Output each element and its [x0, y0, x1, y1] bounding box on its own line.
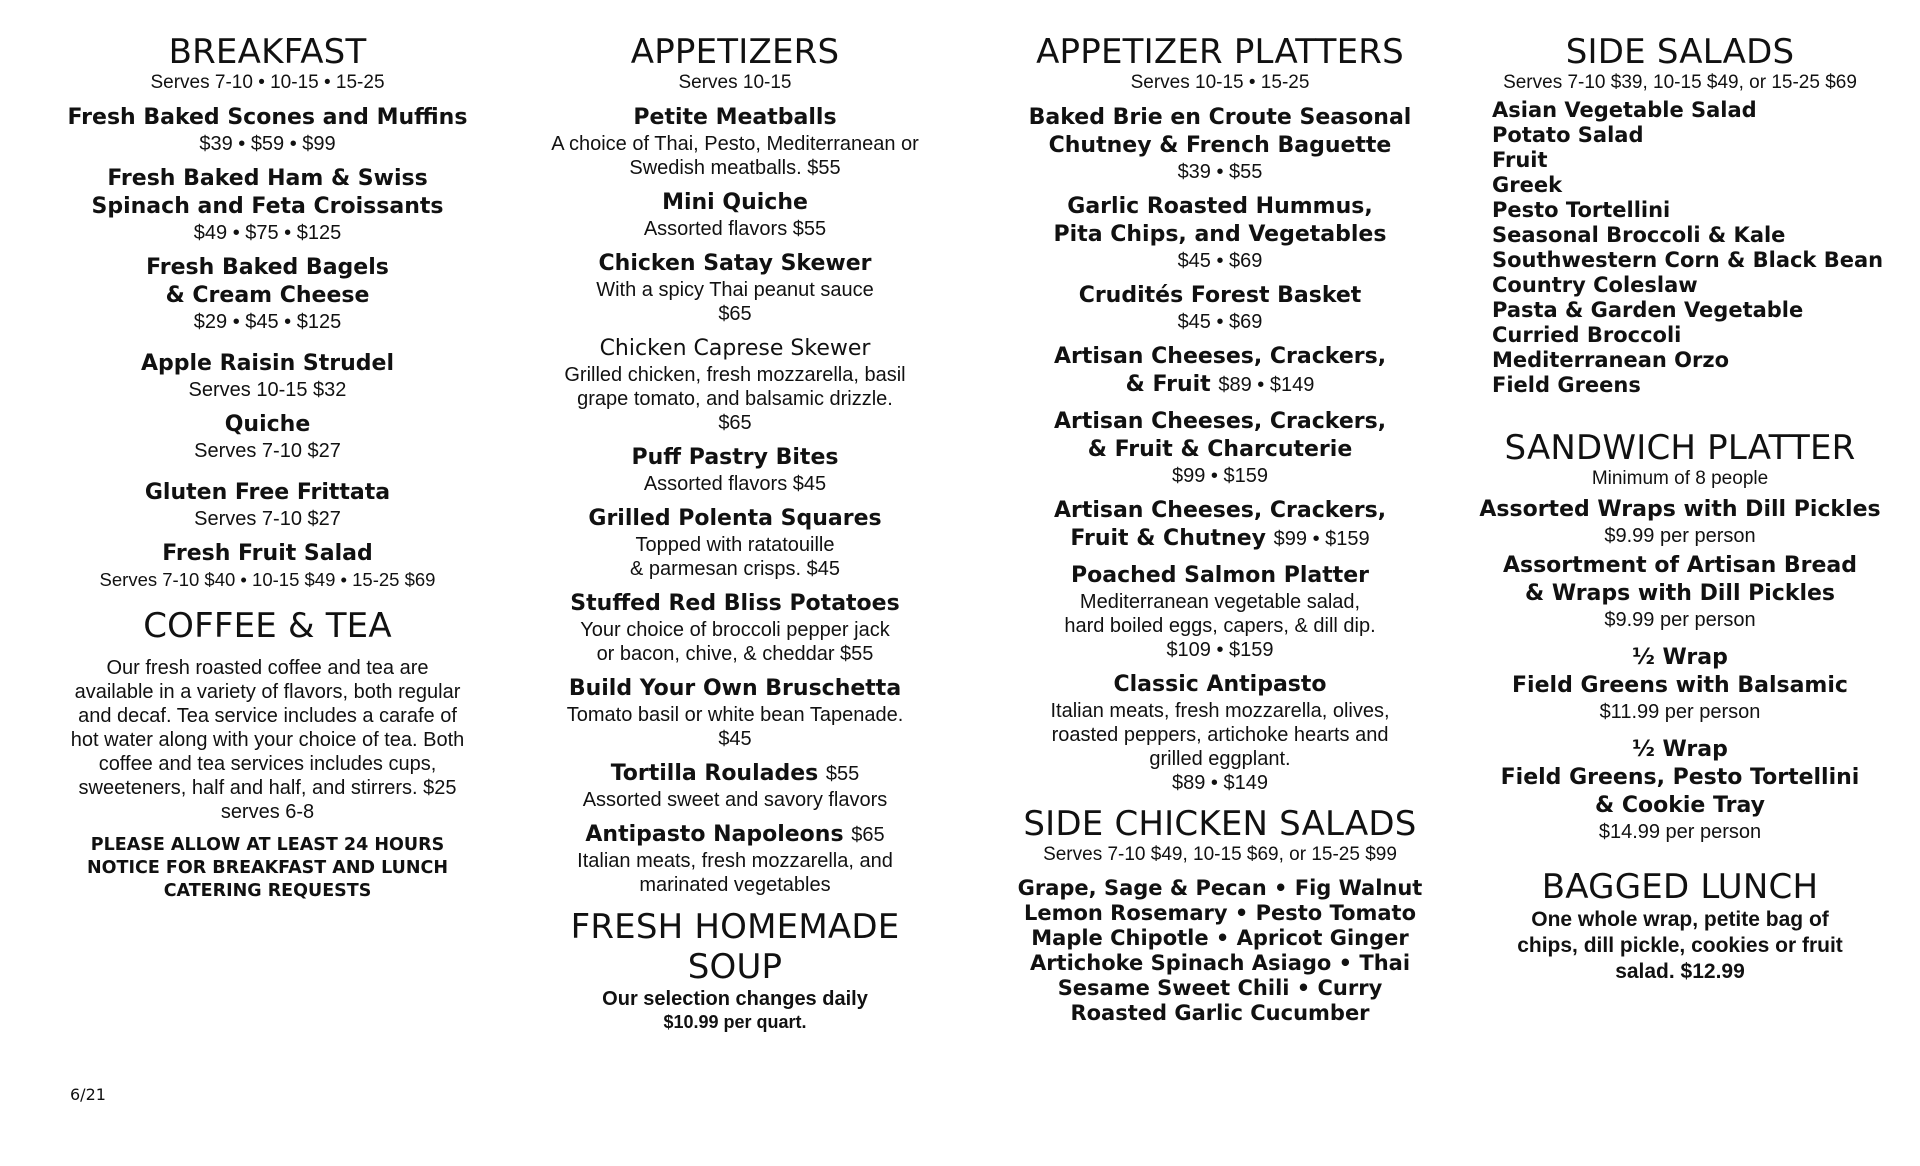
item-price: $55	[825, 763, 860, 785]
menu-item	[1470, 644, 1890, 724]
item-name: Build Your Own Bruschetta	[568, 676, 902, 701]
item-description: Italian meats, fresh mozzarella, and marinated vegetables	[577, 850, 893, 896]
list-item: Pesto Tortellini	[1492, 198, 1671, 222]
item-name: Garlic Roasted Hummus, Pita Chips, and Vegetables	[1053, 194, 1387, 247]
menu-item	[60, 104, 475, 156]
appetizers-serves: Serves 10-15	[678, 72, 792, 93]
item-price: Serves 7-10 $40 • 10-15 $49 • 15-25 $69	[99, 569, 436, 590]
menu-item	[1005, 671, 1435, 795]
item-name: Chicken Caprese Skewer	[599, 336, 871, 361]
item-price: $99 • $159	[1172, 465, 1268, 487]
column-salads-sandwiches	[1470, 32, 1890, 985]
menu-item	[60, 479, 475, 531]
item-price: $89 • $149	[1218, 374, 1315, 396]
item-name: & Fruit	[1125, 372, 1211, 397]
side-salads-title: SIDE SALADS	[1565, 32, 1795, 72]
item-name: ½ Wrap Field Greens with Balsamic	[1512, 645, 1848, 698]
column-platters	[1005, 32, 1435, 1026]
soup-title-line2: SOUP	[687, 947, 783, 987]
menu-item	[60, 540, 475, 592]
soup-price: $10.99 per quart.	[663, 1012, 807, 1032]
sandwich-serves: Minimum of 8 people	[1591, 468, 1769, 489]
coffee-tea-description: Our fresh roasted coffee and tea are available in a variety of flavors, both regular and decaf. Tea service includes a carafe of hot water along with your choice of tea. Both coffee and tea services includes cups, sweeteners, half and half, and stirrers. $25 serves 6-8	[70, 657, 465, 823]
list-item: Curried Broccoli	[1492, 323, 1682, 347]
menu-item	[60, 165, 475, 245]
soup-title-line1: FRESH HOMEMADE	[570, 907, 900, 947]
menu-item	[1005, 562, 1435, 662]
list-item: Greek	[1492, 173, 1563, 197]
menu-item	[1470, 552, 1890, 632]
item-name: Poached Salmon Platter	[1070, 563, 1370, 588]
item-price: $99 • $159	[1273, 528, 1370, 550]
list-item: Fruit	[1492, 148, 1548, 172]
menu-item	[1005, 343, 1435, 399]
item-name: Baked Brie en Croute Seasonal Chutney & French Baguette	[1028, 105, 1412, 158]
bagged-lunch-title: BAGGED LUNCH	[1541, 867, 1819, 907]
item-description: Grilled chicken, fresh mozzarella, basil grape tomato, and balsamic drizzle. $65	[564, 364, 906, 434]
item-price: Serves 10-15 $32	[188, 379, 347, 401]
menu-item	[530, 189, 940, 241]
item-name: Puff Pastry Bites	[631, 445, 839, 470]
item-description: A choice of Thai, Pesto, Mediterranean or Swedish meatballs. $55	[551, 133, 919, 179]
menu-item	[530, 104, 940, 180]
menu-item	[530, 821, 940, 897]
item-price: $11.99 per person	[1599, 701, 1761, 723]
list-item: Seasonal Broccoli & Kale	[1492, 223, 1786, 247]
sandwich-title: SANDWICH PLATTER	[1504, 428, 1856, 468]
item-name: Fresh Fruit Salad	[162, 541, 373, 566]
item-name: Assorted Wraps with Dill Pickles	[1479, 497, 1881, 522]
item-description: With a spicy Thai peanut sauce $65	[596, 279, 874, 325]
item-price: Serves 7-10 $27	[194, 440, 341, 462]
menu-item	[530, 250, 940, 326]
list-item: Southwestern Corn & Black Bean	[1492, 248, 1884, 272]
menu-item	[1005, 497, 1435, 553]
item-name: Fresh Baked Scones and Muffins	[67, 105, 468, 130]
chicken-salads-title: SIDE CHICKEN SALADS	[1023, 804, 1417, 844]
item-price: $49 • $75 • $125	[193, 222, 342, 244]
item-name: Tortilla Roulades	[610, 761, 819, 786]
list-item: Asian Vegetable Salad	[1492, 98, 1757, 122]
item-name: Stuffed Red Bliss Potatoes	[570, 591, 900, 616]
side-salads-list	[1492, 98, 1890, 398]
menu-item	[530, 335, 940, 435]
item-name: Mini Quiche	[662, 190, 808, 215]
platters-serves: Serves 10-15 • 15-25	[1130, 72, 1310, 93]
side-salads-serves: Serves 7-10 $39, 10-15 $49, or 15-25 $69	[1503, 72, 1857, 93]
menu-item	[60, 254, 475, 334]
item-description: Topped with ratatouille & parmesan crisps. $45	[629, 534, 841, 580]
item-name: Apple Raisin Strudel	[140, 351, 394, 376]
item-name: ½ Wrap Field Greens, Pesto Tortellini & Cookie Tray	[1500, 737, 1860, 818]
item-name: Classic Antipasto	[1113, 672, 1327, 697]
item-name: Petite Meatballs	[633, 105, 837, 130]
menu-item	[1005, 408, 1435, 488]
notice-text: PLEASE ALLOW AT LEAST 24 HOURS NOTICE FOR BREAKFAST AND LUNCH CATERING REQUESTS	[87, 835, 448, 901]
item-name-line2	[1005, 371, 1435, 399]
appetizers-title: APPETIZERS	[630, 32, 840, 72]
bagged-lunch-description: One whole wrap, petite bag of chips, dill pickle, cookies or fruit salad. $12.99	[1517, 908, 1843, 983]
item-price: $9.99 per person	[1604, 609, 1756, 631]
item-name: Antipasto Napoleons	[585, 822, 844, 847]
item-description: Mediterranean vegetable salad, hard boiled eggs, capers, & dill dip. $109 • $159	[1064, 591, 1376, 661]
item-description: Assorted flavors $45	[643, 473, 827, 495]
item-price: $9.99 per person	[1604, 525, 1756, 547]
menu-item	[1005, 282, 1435, 334]
list-item: Potato Salad	[1492, 123, 1644, 147]
item-name: Fruit & Chutney	[1070, 526, 1266, 551]
item-name: Assortment of Artisan Bread & Wraps with Dill Pickles	[1502, 553, 1858, 606]
item-name-line1: Artisan Cheeses, Crackers,	[1053, 498, 1387, 523]
item-description: Assorted sweet and savory flavors	[582, 789, 888, 811]
soup-note: Our selection changes daily	[602, 988, 868, 1010]
item-name: Fresh Baked Ham & Swiss Spinach and Feta Croissants	[91, 166, 444, 219]
item-name-line	[530, 760, 940, 788]
item-name: Gluten Free Frittata	[144, 480, 391, 505]
item-name: Quiche	[224, 412, 311, 437]
item-name-line2	[1005, 525, 1435, 553]
column-breakfast	[60, 32, 475, 903]
menu-item	[1470, 736, 1890, 844]
item-name-line1: Artisan Cheeses, Crackers,	[1053, 344, 1387, 369]
item-description: Italian meats, fresh mozzarella, olives, roasted peppers, artichoke hearts and grilled eggplant. $89 • $149	[1050, 700, 1390, 794]
item-price: $45 • $69	[1177, 250, 1263, 272]
coffee-tea-title: COFFEE & TEA	[143, 606, 392, 646]
chicken-salads-serves: Serves 7-10 $49, 10-15 $69, or 15-25 $99	[1043, 844, 1397, 865]
menu-item	[1005, 193, 1435, 273]
menu-item	[530, 590, 940, 666]
menu-item	[60, 350, 475, 402]
item-price: $14.99 per person	[1598, 821, 1762, 843]
item-price: $29 • $45 • $125	[193, 311, 342, 333]
breakfast-serves: Serves 7-10 • 10-15 • 15-25	[150, 72, 385, 93]
item-description: Tomato basil or white bean Tapenade. $45	[566, 704, 904, 750]
menu-item	[530, 675, 940, 751]
menu-item	[1470, 496, 1890, 548]
column-appetizers	[530, 32, 940, 1033]
item-description: Assorted flavors $55	[643, 218, 827, 240]
menu-item	[530, 444, 940, 496]
chicken-salad-flavors: Grape, Sage & Pecan • Fig Walnut Lemon Rosemary • Pesto Tomato Maple Chipotle • Apricot Ginger Artichoke Spinach Asiago • Thai Sesame Sweet Chili • Curry Roasted Garlic Cucumber	[1017, 876, 1423, 1025]
list-item: Mediterranean Orzo	[1492, 348, 1730, 372]
menu-item	[60, 411, 475, 463]
item-name: Artisan Cheeses, Crackers, & Fruit & Charcuterie	[1053, 409, 1387, 462]
item-name: Grilled Polenta Squares	[588, 506, 882, 531]
item-description: Your choice of broccoli pepper jack or bacon, chive, & cheddar $55	[580, 619, 890, 665]
item-name: Fresh Baked Bagels & Cream Cheese	[146, 255, 389, 308]
menu-item	[530, 505, 940, 581]
list-item: Field Greens	[1492, 373, 1641, 397]
date-code: 6/21	[70, 1085, 106, 1104]
breakfast-title: BREAKFAST	[168, 32, 367, 72]
item-name: Chicken Satay Skewer	[598, 251, 872, 276]
menu-item	[1005, 104, 1435, 184]
item-name-line	[530, 821, 940, 849]
item-name: Crudités Forest Basket	[1078, 283, 1362, 308]
platters-title: APPETIZER PLATTERS	[1036, 32, 1404, 72]
item-price: $65	[851, 824, 885, 846]
menu-item	[530, 760, 940, 812]
item-price: $45 • $69	[1177, 311, 1263, 333]
item-price: Serves 7-10 $27	[194, 508, 341, 530]
list-item: Country Coleslaw	[1492, 273, 1698, 297]
item-price: $39 • $55	[1177, 161, 1263, 183]
item-price: $39 • $59 • $99	[199, 133, 336, 155]
list-item: Pasta & Garden Vegetable	[1492, 298, 1804, 322]
